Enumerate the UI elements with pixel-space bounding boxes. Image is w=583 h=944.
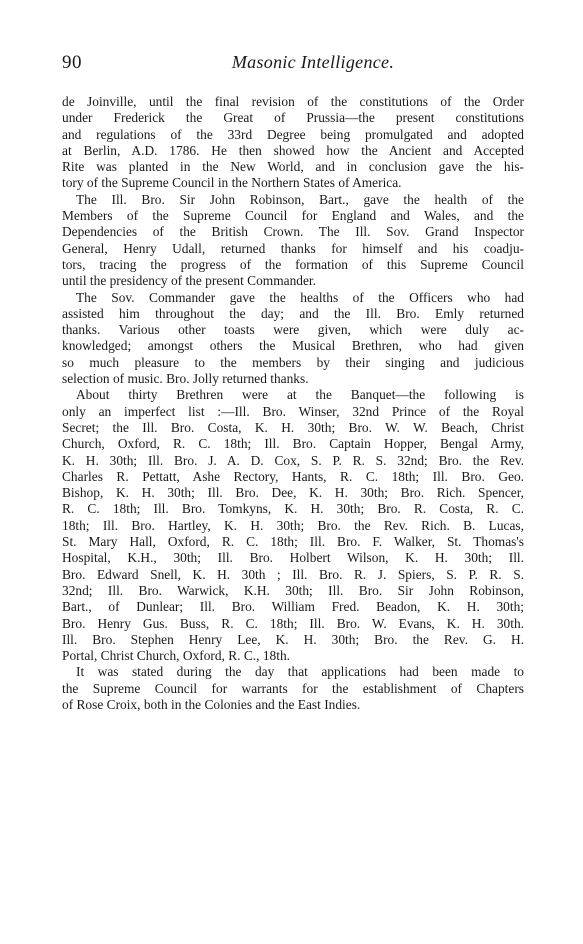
text-line: The Ill. Bro. Sir John Robinson, Bart., gave the health of the bbox=[76, 191, 524, 207]
text-line: Charles R. Pettatt, Ashe Rectory, Hants, R. C. 18th; Ill. Bro. Geo. bbox=[62, 468, 524, 484]
running-title: Masonic Intelligence. bbox=[231, 52, 395, 72]
text-line: under Frederick the Great of Prussia—the present constitutions bbox=[62, 110, 524, 126]
paragraph bbox=[62, 664, 524, 713]
text-line: 18th; Ill. Bro. Hartley, K. H. 30th; Bro. the Rev. Rich. B. Lucas, bbox=[62, 517, 524, 533]
paragraph bbox=[62, 387, 524, 664]
text-line: assisted him throughout the day; and the Ill. Bro. Emly returned bbox=[62, 305, 524, 321]
text-line: so much pleasure to the members by their singing and judicious bbox=[62, 354, 524, 370]
page-number: 90 bbox=[62, 52, 82, 73]
text-line: of Rose Croix, both in the Colonies and the East Indies. bbox=[62, 696, 361, 712]
text-line: General, Henry Udall, returned thanks for himself and his coadju- bbox=[62, 240, 524, 256]
text-line: Ill. Bro. Stephen Henry Lee, K. H. 30th; Bro. the Rev. G. H. bbox=[62, 631, 524, 647]
text-line: Church, Oxford, R. C. 18th; Ill. Bro. Captain Hopper, Bengal Army, bbox=[62, 436, 524, 452]
text-line: at Berlin, A.D. 1786. He then showed how the Ancient and Accepted bbox=[62, 142, 524, 158]
text-line: The Sov. Commander gave the healths of the Officers who had bbox=[76, 289, 524, 305]
text-line: Bishop, K. H. 30th; Ill. Bro. Dee, K. H. 30th; Bro. Rich. Spencer, bbox=[62, 485, 524, 501]
text-line: Bart., of Dunlear; Ill. Bro. William Fred. Beadon, K. H. 30th; bbox=[62, 599, 524, 615]
text-line: and regulations of the 33rd Degree being promulgated and adopted bbox=[62, 126, 524, 142]
paragraph bbox=[62, 290, 524, 388]
paragraph bbox=[62, 94, 524, 192]
text-line: Portal, Christ Church, Oxford, R. C., 18th. bbox=[62, 648, 291, 664]
text-line: Dependencies of the British Crown. The Ill. Sov. Grand Inspector bbox=[62, 224, 524, 240]
text-line: the Supreme Council for warrants for the establishment of Chapters bbox=[62, 680, 524, 696]
text-line: It was stated during the day that applications had been made to bbox=[76, 664, 524, 680]
text-line: Bro. Henry Gus. Buss, R. C. 18th; Ill. Bro. W. Evans, K. H. 30th. bbox=[62, 615, 524, 631]
text-line: tory of the Supreme Council in the Northern States of America. bbox=[62, 175, 402, 191]
book-page bbox=[62, 52, 524, 713]
text-line: tors, tracing the progress of the formation of this Supreme Council bbox=[62, 256, 524, 272]
paragraph bbox=[62, 192, 524, 290]
text-line: Secret; the Ill. Bro. Costa, K. H. 30th; Bro. W. W. Beach, Christ bbox=[62, 419, 524, 435]
text-line: only an imperfect list :—Ill. Bro. Winser, 32nd Prince of the Royal bbox=[62, 403, 524, 419]
text-line: 32nd; Ill. Bro. Warwick, K.H. 30th; Ill. Bro. Sir John Robinson, bbox=[62, 582, 524, 598]
text-line: Hospital, K.H., 30th; Ill. Bro. Holbert Wilson, K. H. 30th; Ill. bbox=[62, 550, 524, 566]
text-line: knowledged; amongst others the Musical Brethren, who had given bbox=[62, 338, 524, 354]
text-line: K. H. 30th; Ill. Bro. J. A. D. Cox, S. P. R. S. 32nd; Bro. the Rev. bbox=[62, 452, 524, 468]
text-line: St. Mary Hall, Oxford, R. C. 18th; Ill. Bro. F. Walker, St. Thomas's bbox=[62, 534, 524, 550]
text-line: until the presidency of the present Commander. bbox=[62, 273, 316, 289]
text-line: Bro. Edward Snell, K. H. 30th ; Ill. Bro. R. J. Spiers, S. P. R. S. bbox=[62, 566, 524, 582]
text-line: About thirty Brethren were at the Banquet—the following is bbox=[76, 387, 524, 403]
text-line: Rite was planted in the New World, and in conclusion gave the his- bbox=[62, 159, 524, 175]
text-line: thanks. Various other toasts were given, which were duly ac- bbox=[62, 322, 524, 338]
page-header bbox=[62, 52, 524, 78]
text-line: de Joinville, until the final revision of the constitutions of the Order bbox=[62, 94, 524, 109]
text-line: R. C. 18th; Ill. Bro. Tomkyns, K. H. 30th; Bro. R. Costa, R. C. bbox=[62, 501, 524, 517]
text-line: Members of the Supreme Council for England and Wales, and the bbox=[62, 208, 524, 224]
body-text bbox=[62, 94, 524, 713]
text-line: selection of music. Bro. Jolly returned thanks. bbox=[62, 371, 309, 387]
